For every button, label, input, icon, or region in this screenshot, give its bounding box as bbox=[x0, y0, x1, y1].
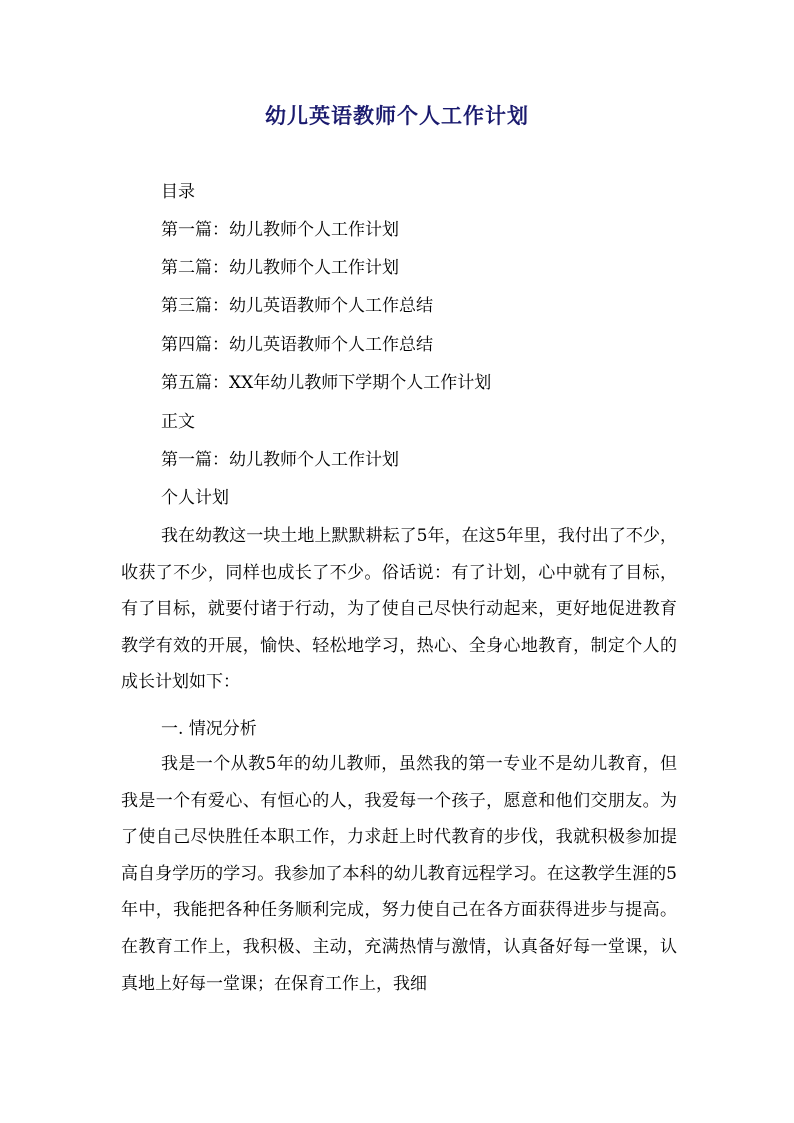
chapter-title: 第一篇：幼儿教师个人工作计划 bbox=[161, 450, 399, 470]
paragraph-intro: 我在幼教这一块土地上默默耕耘了5年，在这5年里，我付出了不少，收获了不少，同样也成长了不少。俗话说：有了计划，心中就有了目标，有了目标，就要付诸于行动，为了使自己尽快行动起来，更好地促进教育教学有效的开展，愉快、轻松地学习，热心、全身心地教育，制定个人的成长计划如下： bbox=[121, 526, 677, 693]
subsection-heading: 一. 情况分析 bbox=[161, 719, 257, 739]
document-title: 幼儿英语教师个人工作计划 bbox=[265, 103, 529, 128]
toc-item-5: 第五篇：XX年幼儿教师下学期个人工作计划 bbox=[161, 373, 492, 393]
toc-item-4: 第四篇：幼儿英语教师个人工作总结 bbox=[161, 335, 433, 355]
toc-item-2: 第二篇：幼儿教师个人工作计划 bbox=[161, 258, 399, 278]
paragraph-situation-analysis: 我是一个从教5年的幼儿教师，虽然我的第一专业不是幼儿教育，但我是一个有爱心、有恒心的人，我爱每一个孩子，愿意和他们交朋友。为了使自己尽快胜任本职工作，力求赶上时代教育的步伐，我就积极参加提高自身学历的学习。我参加了本科的幼儿教育远程学习。在这教学生涯的5年中，我能把各种任务顺利完成，努力使自己在各方面获得进步与提高。在教育工作上，我积极、主动，充满热情与激情，认真备好每一堂课，认真地上好每一堂课；在保育工作上，我细 bbox=[121, 754, 677, 994]
toc-heading: 目录 bbox=[161, 182, 195, 202]
toc-item-1: 第一篇：幼儿教师个人工作计划 bbox=[161, 220, 399, 240]
section-title: 个人计划 bbox=[161, 488, 229, 508]
toc-item-3: 第三篇：幼儿英语教师个人工作总结 bbox=[161, 296, 433, 316]
body-heading: 正文 bbox=[161, 412, 195, 432]
